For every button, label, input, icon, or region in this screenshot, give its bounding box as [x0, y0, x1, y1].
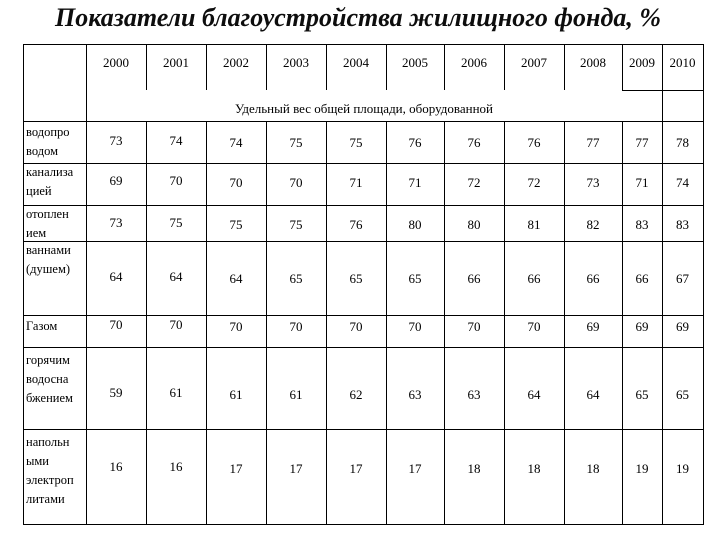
table-cell: 70: [467, 319, 481, 334]
table-cell: 69: [109, 173, 123, 188]
table-cell: 70: [527, 319, 541, 334]
table-cell: 64: [527, 387, 541, 402]
table-cell: 64: [229, 271, 243, 286]
table-cell: 17: [408, 461, 422, 476]
table-cell: 74: [169, 133, 183, 148]
table-cell: 18: [586, 461, 600, 476]
row-label: напольн ыми электроп литами: [26, 435, 74, 506]
row-label: водопро водом: [26, 125, 70, 158]
table-cell: 70: [408, 319, 422, 334]
table-cell: 65: [289, 271, 303, 286]
table-cell: 80: [467, 217, 481, 232]
table-cell: 59: [109, 385, 123, 400]
table-cell: 72: [527, 175, 541, 190]
table-cell: 18: [467, 461, 481, 476]
table-cell: 81: [527, 217, 541, 232]
data-table: [23, 44, 704, 525]
row-divider: [24, 163, 703, 164]
year-header: 2004: [343, 55, 369, 70]
table-cell: 82: [586, 217, 600, 232]
table-cell: 65: [349, 271, 363, 286]
table-cell: 70: [109, 317, 123, 332]
table-cell: 75: [289, 217, 303, 232]
table-cell: 78: [676, 135, 689, 150]
table-cell: 75: [229, 217, 243, 232]
table-cell: 70: [229, 175, 243, 190]
year-header: 2003: [283, 55, 309, 70]
table-cell: 75: [349, 135, 363, 150]
table-cell: 71: [349, 175, 363, 190]
table-cell: 16: [109, 459, 123, 474]
table-cell: 75: [289, 135, 303, 150]
row-label: Газом: [26, 319, 58, 333]
table-cell: 65: [635, 387, 649, 402]
table-cell: 75: [169, 215, 183, 230]
table-cell: 61: [229, 387, 243, 402]
table-cell: 66: [527, 271, 541, 286]
table-cell: 17: [229, 461, 243, 476]
table-cell: 77: [635, 135, 649, 150]
table-cell: 19: [676, 461, 689, 476]
table-cell: 63: [408, 387, 422, 402]
row-divider: [24, 241, 703, 242]
table-cell: 65: [408, 271, 422, 286]
table-cell: 70: [229, 319, 243, 334]
year-header: 2000: [103, 55, 129, 70]
table-cell: 72: [467, 175, 481, 190]
table-cell: 16: [169, 459, 183, 474]
table-cell: 74: [229, 135, 243, 150]
table-cell: 71: [635, 175, 649, 190]
table-cell: 70: [289, 175, 303, 190]
table-cell: 63: [467, 387, 481, 402]
table-cell: 64: [586, 387, 600, 402]
year-header: 2002: [223, 55, 249, 70]
table-cell: 70: [169, 173, 183, 188]
year-header: 2007: [521, 55, 547, 70]
table-cell: 66: [586, 271, 600, 286]
row-divider: [24, 121, 703, 122]
table-cell: 80: [408, 217, 422, 232]
row-label: горячим водосна бжением: [26, 353, 73, 405]
row-divider: [24, 429, 703, 430]
table-cell: 76: [349, 217, 363, 232]
table-cell: 17: [349, 461, 363, 476]
table-cell: 69: [586, 319, 600, 334]
table-cell: 67: [676, 271, 689, 286]
table-cell: 76: [527, 135, 541, 150]
table-cell: 73: [586, 175, 600, 190]
year-header: 2005: [402, 55, 428, 70]
year-header: 2010: [669, 55, 696, 70]
table-cell: 64: [109, 269, 123, 284]
table-cell: 73: [109, 133, 123, 148]
table-cell: 19: [635, 461, 649, 476]
row-divider: [622, 90, 703, 91]
table-cell: 77: [586, 135, 600, 150]
table-cell: 61: [289, 387, 303, 402]
table-cell: 73: [109, 215, 123, 230]
row-label: канализа цией: [26, 165, 74, 198]
table-cell: 69: [676, 319, 689, 334]
table-cell: 76: [408, 135, 422, 150]
page-title: Показатели благоустройства жилищного фонда, %: [55, 3, 661, 32]
row-divider: [24, 347, 703, 348]
table-cell: 69: [635, 319, 649, 334]
table-cell: 66: [635, 271, 649, 286]
table-cell: 66: [467, 271, 481, 286]
row-divider: [24, 205, 703, 206]
table-cell: 71: [408, 175, 422, 190]
year-header: 2009: [629, 55, 655, 70]
table-cell: 70: [169, 317, 183, 332]
table-cell: 74: [676, 175, 689, 190]
table-cell: 61: [169, 385, 183, 400]
table-cell: 83: [676, 217, 689, 232]
table-cell: 18: [527, 461, 541, 476]
table-cell: 76: [467, 135, 481, 150]
table-cell: 70: [289, 319, 303, 334]
row-label: отоплен ием: [26, 207, 69, 240]
year-header: 2006: [461, 55, 487, 70]
year-header: 2008: [580, 55, 606, 70]
table-cell: 83: [635, 217, 649, 232]
table-subheader: Удельный вес общей площади, оборудованной: [234, 101, 493, 116]
year-header: 2001: [163, 55, 189, 70]
table-cell: 70: [349, 319, 363, 334]
row-label: ваннами (душем): [26, 243, 71, 276]
table-cell: 62: [349, 387, 363, 402]
table-cell: 64: [169, 269, 183, 284]
table-cell: 65: [676, 387, 689, 402]
row-divider: [24, 315, 703, 316]
table-cell: 17: [289, 461, 303, 476]
